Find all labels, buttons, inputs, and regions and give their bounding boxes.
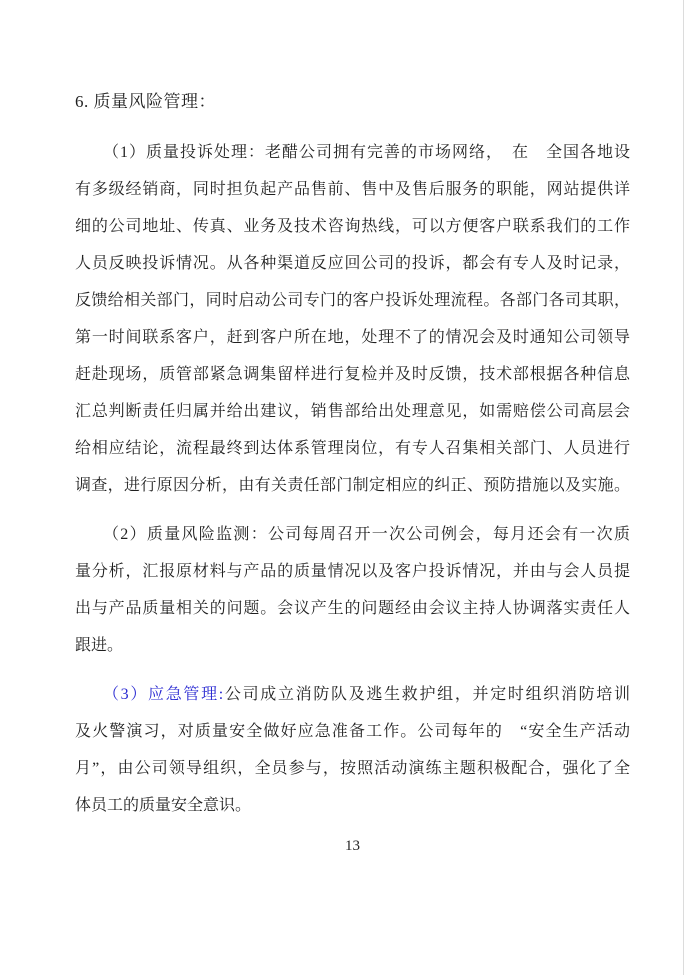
text-run: 量分析，汇报原材料与产品的质量情况以及客户投诉情况，并由与会人员提	[75, 563, 630, 580]
text-run: 公司成立消防队及逃生救护组，并定时组织消防培训	[223, 686, 630, 703]
text-run: 有多级经销商，同时担负起产品售前、售中及售后服务的职能，网站提供详	[75, 181, 630, 198]
text-run: 反馈给相关部门，同时启动公司专门的客户投诉处理流程。各部门各司其职，	[75, 292, 630, 309]
text-line	[75, 245, 630, 282]
text-line	[75, 516, 630, 553]
text-line	[75, 713, 630, 750]
text-line	[75, 590, 630, 627]
text-run: 人员反映投诉情况。从各种渠道反应回公司的投诉，都会有专人及时记录，	[75, 255, 630, 272]
text-run: （2）质量风险监测：公司每周召开一次公司例会，每月还会有一次质	[103, 526, 630, 543]
page-number: 13	[345, 838, 360, 854]
text-run: 调查，进行原因分析，由有关责任部门制定相应的纠正、预防措施以及实施。	[75, 477, 630, 494]
text-line	[75, 553, 630, 590]
text-line	[75, 134, 630, 171]
text-line	[75, 627, 630, 664]
text-line	[75, 393, 630, 430]
text-line	[75, 319, 630, 356]
text-line	[75, 676, 630, 713]
text-run: 跟进。	[75, 637, 124, 654]
paragraph	[75, 516, 630, 664]
page-right-edge-line	[683, 0, 684, 975]
text-run: 给相应结论，流程最终到达体系管理岗位，有专人召集相关部门、人员进行	[75, 440, 630, 457]
document-body	[75, 134, 630, 824]
text-run: 出与产品质量相关的问题。会议产生的问题经由会议主持人协调落实责任人	[75, 600, 630, 617]
text-run: 赶赴现场，质管部紧急调集留样进行复检并及时反馈，技术部根据各种信息	[75, 366, 630, 383]
text-run: 汇总判断责任归属并给出建议，销售部给出处理意见，如需赔偿公司高层会	[75, 403, 630, 420]
text-line	[75, 467, 630, 504]
text-run: 第一时间联系客户，赶到客户所在地，处理不了的情况会及时通知公司领导	[75, 329, 630, 346]
text-line	[75, 787, 630, 824]
paragraph	[75, 134, 630, 504]
text-run: 细的公司地址、传真、业务及技术咨询热线，可以方便客户联系我们的工作	[75, 218, 630, 235]
text-run: 月”，由公司领导组织，全员参与，按照活动演练主题积极配合，强化了全	[75, 760, 630, 777]
text-line	[75, 171, 630, 208]
text-line	[75, 208, 630, 245]
text-run: 及火警演习，对质量安全做好应急准备工作。公司每年的 “安全生产活动	[75, 723, 630, 740]
text-line	[75, 282, 630, 319]
section-heading: 6. 质量风险管理：	[75, 92, 216, 111]
text-run: 体员工的质量安全意识。	[75, 797, 252, 814]
text-line	[75, 356, 630, 393]
paragraph	[75, 676, 630, 824]
text-run: （1）质量投诉处理：老醋公司拥有完善的市场网络， 在 全国各地设	[103, 144, 630, 161]
accent-text-run: （3）应急管理:	[103, 686, 224, 703]
text-line	[75, 750, 630, 787]
text-line	[75, 430, 630, 467]
